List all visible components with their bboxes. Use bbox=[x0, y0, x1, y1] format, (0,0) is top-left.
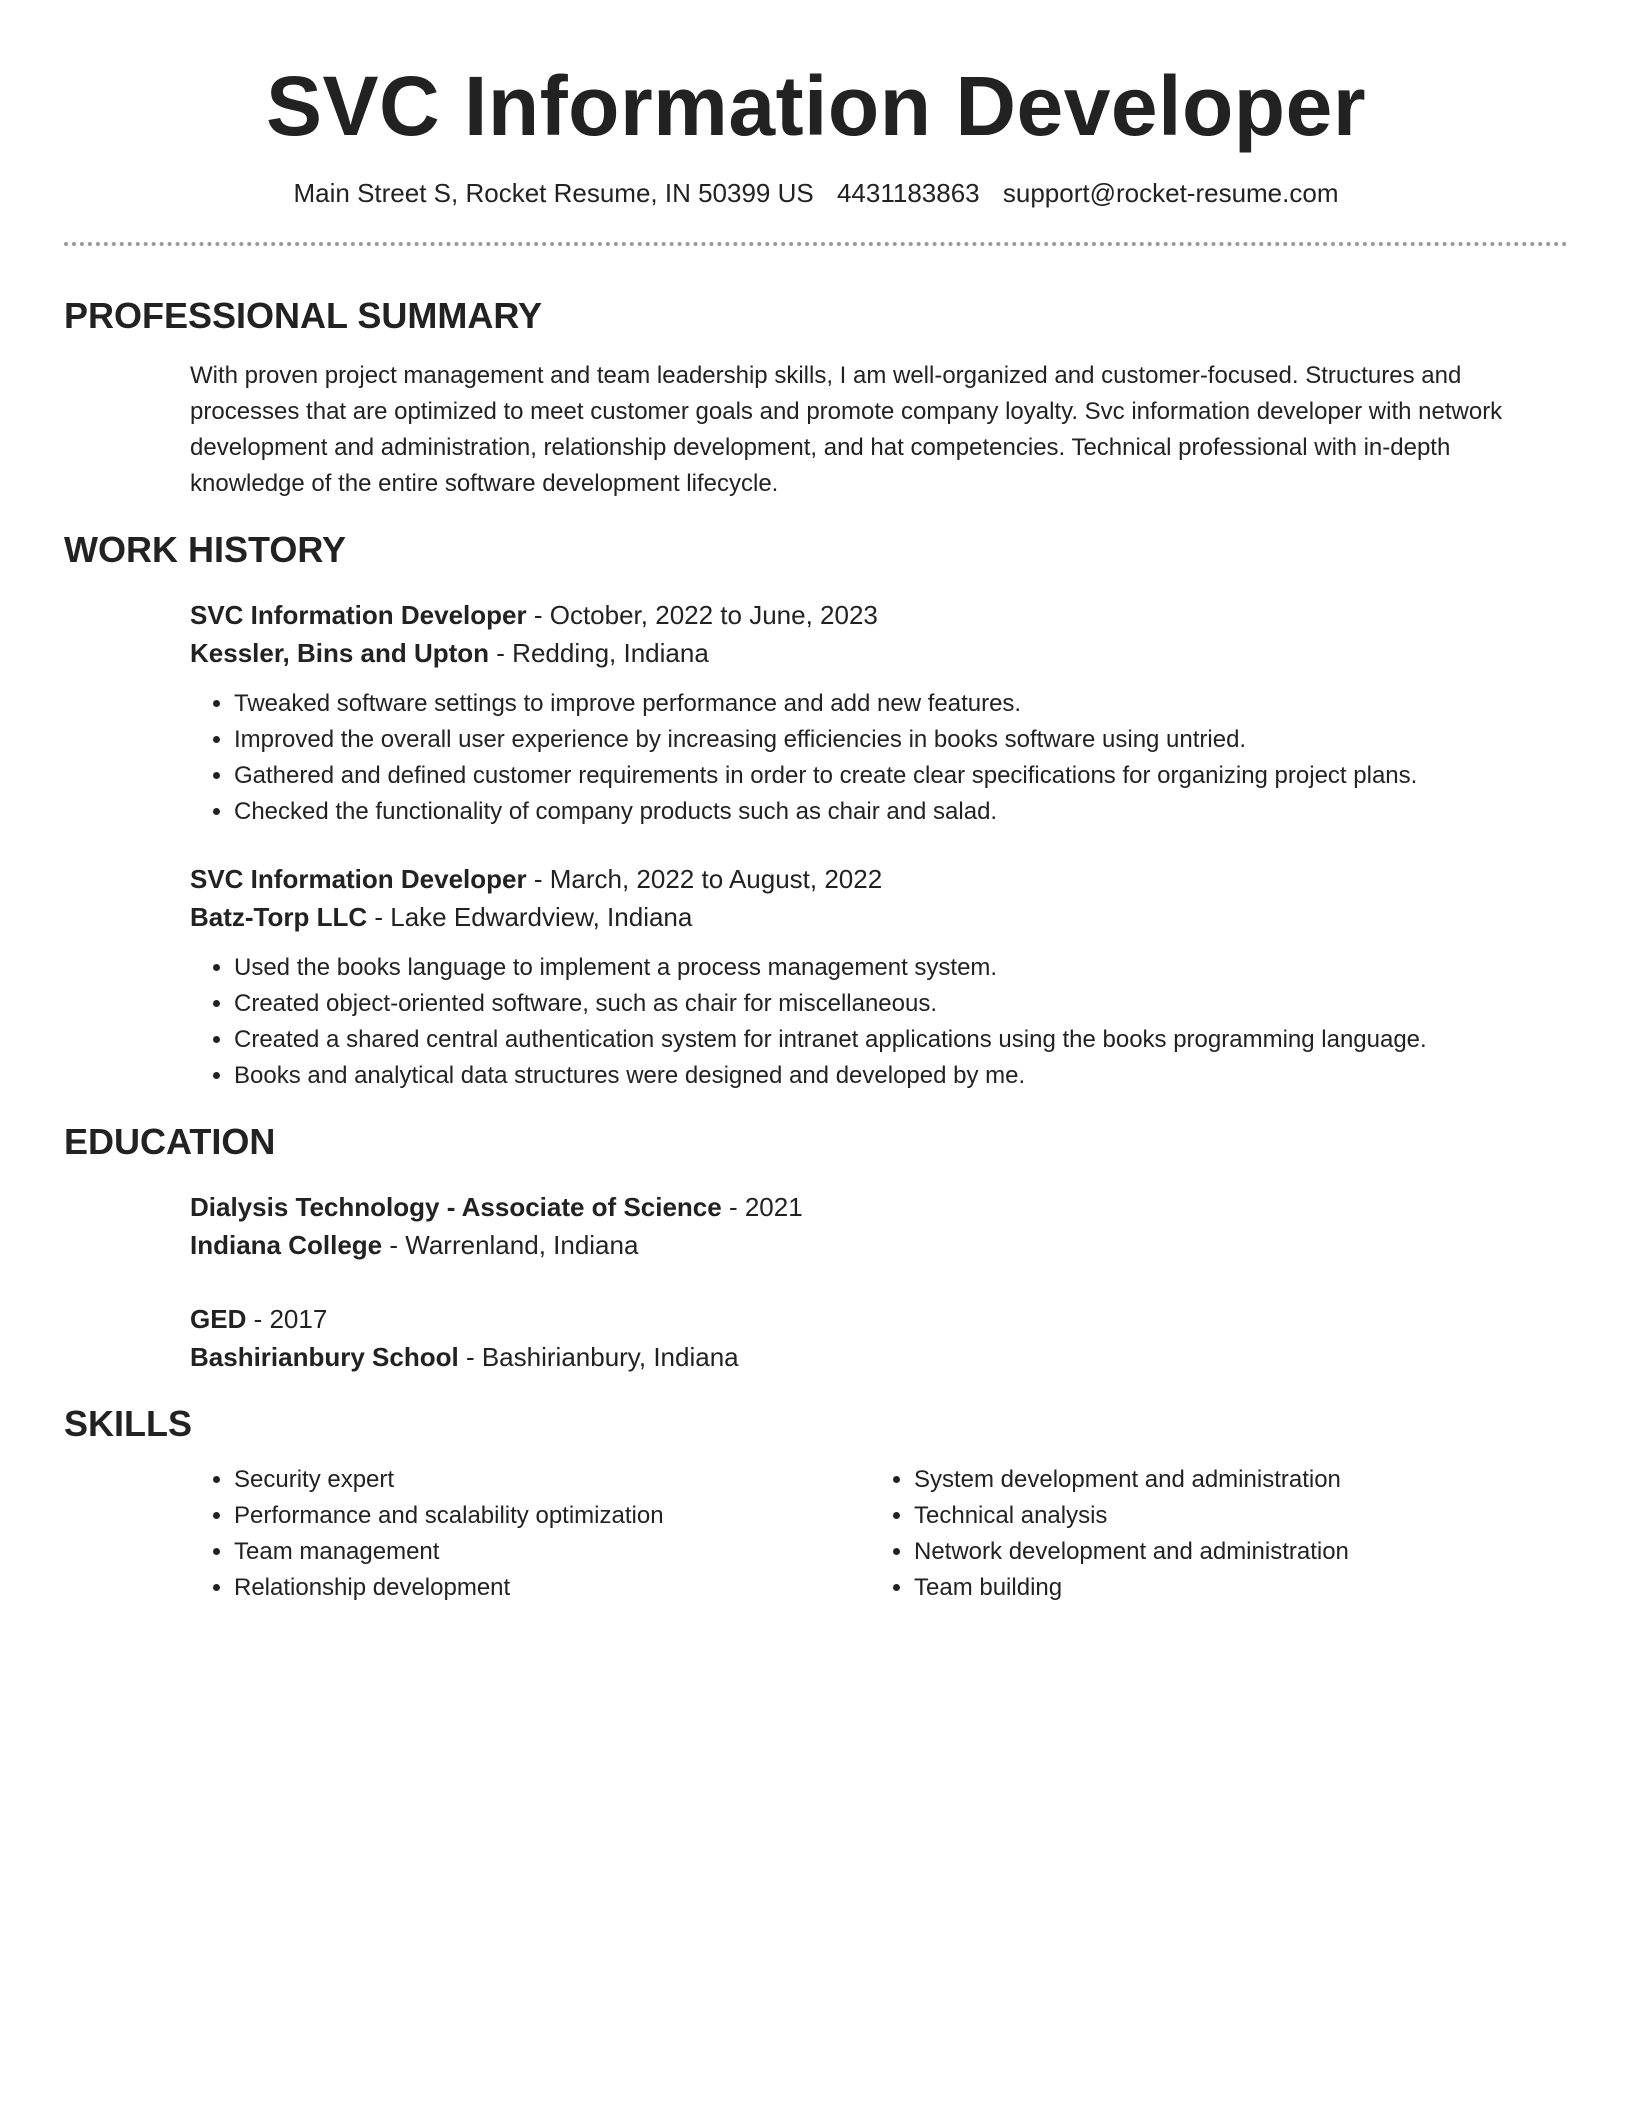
skill-item: • Team management bbox=[234, 1534, 870, 1570]
contact-address: Main Street S, Rocket Resume, IN 50399 US bbox=[293, 178, 814, 208]
job-bullet: • Books and analytical data structures were designed and developed by me. bbox=[234, 1058, 1568, 1094]
education-degree: Dialysis Technology - Associate of Science bbox=[190, 1192, 722, 1222]
education-location: - Bashirianbury, Indiana bbox=[458, 1342, 739, 1372]
skill-item: • Security expert bbox=[234, 1462, 870, 1498]
skills-section bbox=[64, 1402, 1568, 1606]
education-degree: GED bbox=[190, 1304, 247, 1334]
resume-name: SVC Information Developer bbox=[265, 59, 1367, 153]
job-bullet: • Checked the functionality of company products such as chair and salad. bbox=[234, 794, 1568, 830]
education-school-line bbox=[190, 1226, 1568, 1264]
job-company-line bbox=[190, 634, 1568, 672]
skills-columns bbox=[190, 1462, 1568, 1606]
education-section bbox=[64, 1120, 1568, 1376]
work-history-heading: WORK HISTORY bbox=[64, 529, 347, 570]
summary-heading: PROFESSIONAL SUMMARY bbox=[64, 295, 543, 336]
job-entry bbox=[190, 860, 1568, 1094]
education-entry bbox=[190, 1188, 1568, 1264]
contact-email: support@rocket-resume.com bbox=[1002, 178, 1339, 208]
header-divider bbox=[64, 242, 1568, 246]
education-year: - 2021 bbox=[721, 1192, 803, 1222]
job-role: SVC Information Developer bbox=[190, 600, 527, 630]
education-entry bbox=[190, 1300, 1568, 1376]
job-dates: - March, 2022 to August, 2022 bbox=[526, 864, 883, 894]
skill-item: • Network development and administration bbox=[914, 1534, 1550, 1570]
job-title-line bbox=[190, 860, 1568, 898]
job-bullet: • Created object-oriented software, such as chair for miscellaneous. bbox=[234, 986, 1568, 1022]
job-role: SVC Information Developer bbox=[190, 864, 527, 894]
education-degree-line bbox=[190, 1188, 1568, 1226]
job-company-line bbox=[190, 898, 1568, 936]
contact-phone: 4431183863 bbox=[836, 178, 980, 208]
job-location: - Redding, Indiana bbox=[489, 638, 709, 668]
job-dates: - October, 2022 to June, 2023 bbox=[526, 600, 878, 630]
job-bullet: • Used the books language to implement a process management system. bbox=[234, 950, 1568, 986]
skill-item: • Technical analysis bbox=[914, 1498, 1550, 1534]
education-year: - 2017 bbox=[246, 1304, 328, 1334]
job-bullet: • Gathered and defined customer requirements in order to create clear specifications for organizing project plans. bbox=[234, 758, 1568, 794]
job-company: Kessler, Bins and Upton bbox=[190, 638, 490, 668]
education-school: Bashirianbury School bbox=[190, 1342, 459, 1372]
job-bullet: • Tweaked software settings to improve performance and add new features. bbox=[234, 686, 1568, 722]
job-location: - Lake Edwardview, Indiana bbox=[367, 902, 693, 932]
job-bullet: • Improved the overall user experience by increasing efficiencies in books software using untried. bbox=[234, 722, 1568, 758]
skills-list-left bbox=[190, 1462, 870, 1606]
education-heading: EDUCATION bbox=[64, 1121, 276, 1162]
education-school: Indiana College bbox=[190, 1230, 383, 1260]
education-degree-line bbox=[190, 1300, 1568, 1338]
skills-list-right bbox=[870, 1462, 1550, 1606]
job-company: Batz-Torp LLC bbox=[190, 902, 368, 932]
job-entry bbox=[190, 596, 1568, 830]
education-school-line bbox=[190, 1338, 1568, 1376]
skills-heading: SKILLS bbox=[64, 1403, 193, 1444]
skill-item: • System development and administration bbox=[914, 1462, 1550, 1498]
summary-section bbox=[64, 294, 1568, 502]
work-history-section bbox=[64, 528, 1568, 1094]
skill-item: • Performance and scalability optimization bbox=[234, 1498, 870, 1534]
education-location: - Warrenland, Indiana bbox=[382, 1230, 639, 1260]
skill-item: • Team building bbox=[914, 1570, 1550, 1606]
job-title-line bbox=[190, 596, 1568, 634]
job-bullet: • Created a shared central authentication system for intranet applications using the books programming language. bbox=[234, 1022, 1568, 1058]
contact-info bbox=[64, 176, 1568, 210]
job-bullets bbox=[190, 950, 1568, 1094]
summary-text: With proven project management and team leadership skills, I am well-organized and customer-focused. Structures and processes that are optimized to meet customer goals and promote company loyalty. Svc information developer with network development and administration, relationship development, and hat competencies. Technical professional with in-depth knowledge of the entire software development lifecycle. bbox=[190, 362, 1503, 497]
skill-item: • Relationship development bbox=[234, 1570, 870, 1606]
job-bullets bbox=[190, 686, 1568, 830]
